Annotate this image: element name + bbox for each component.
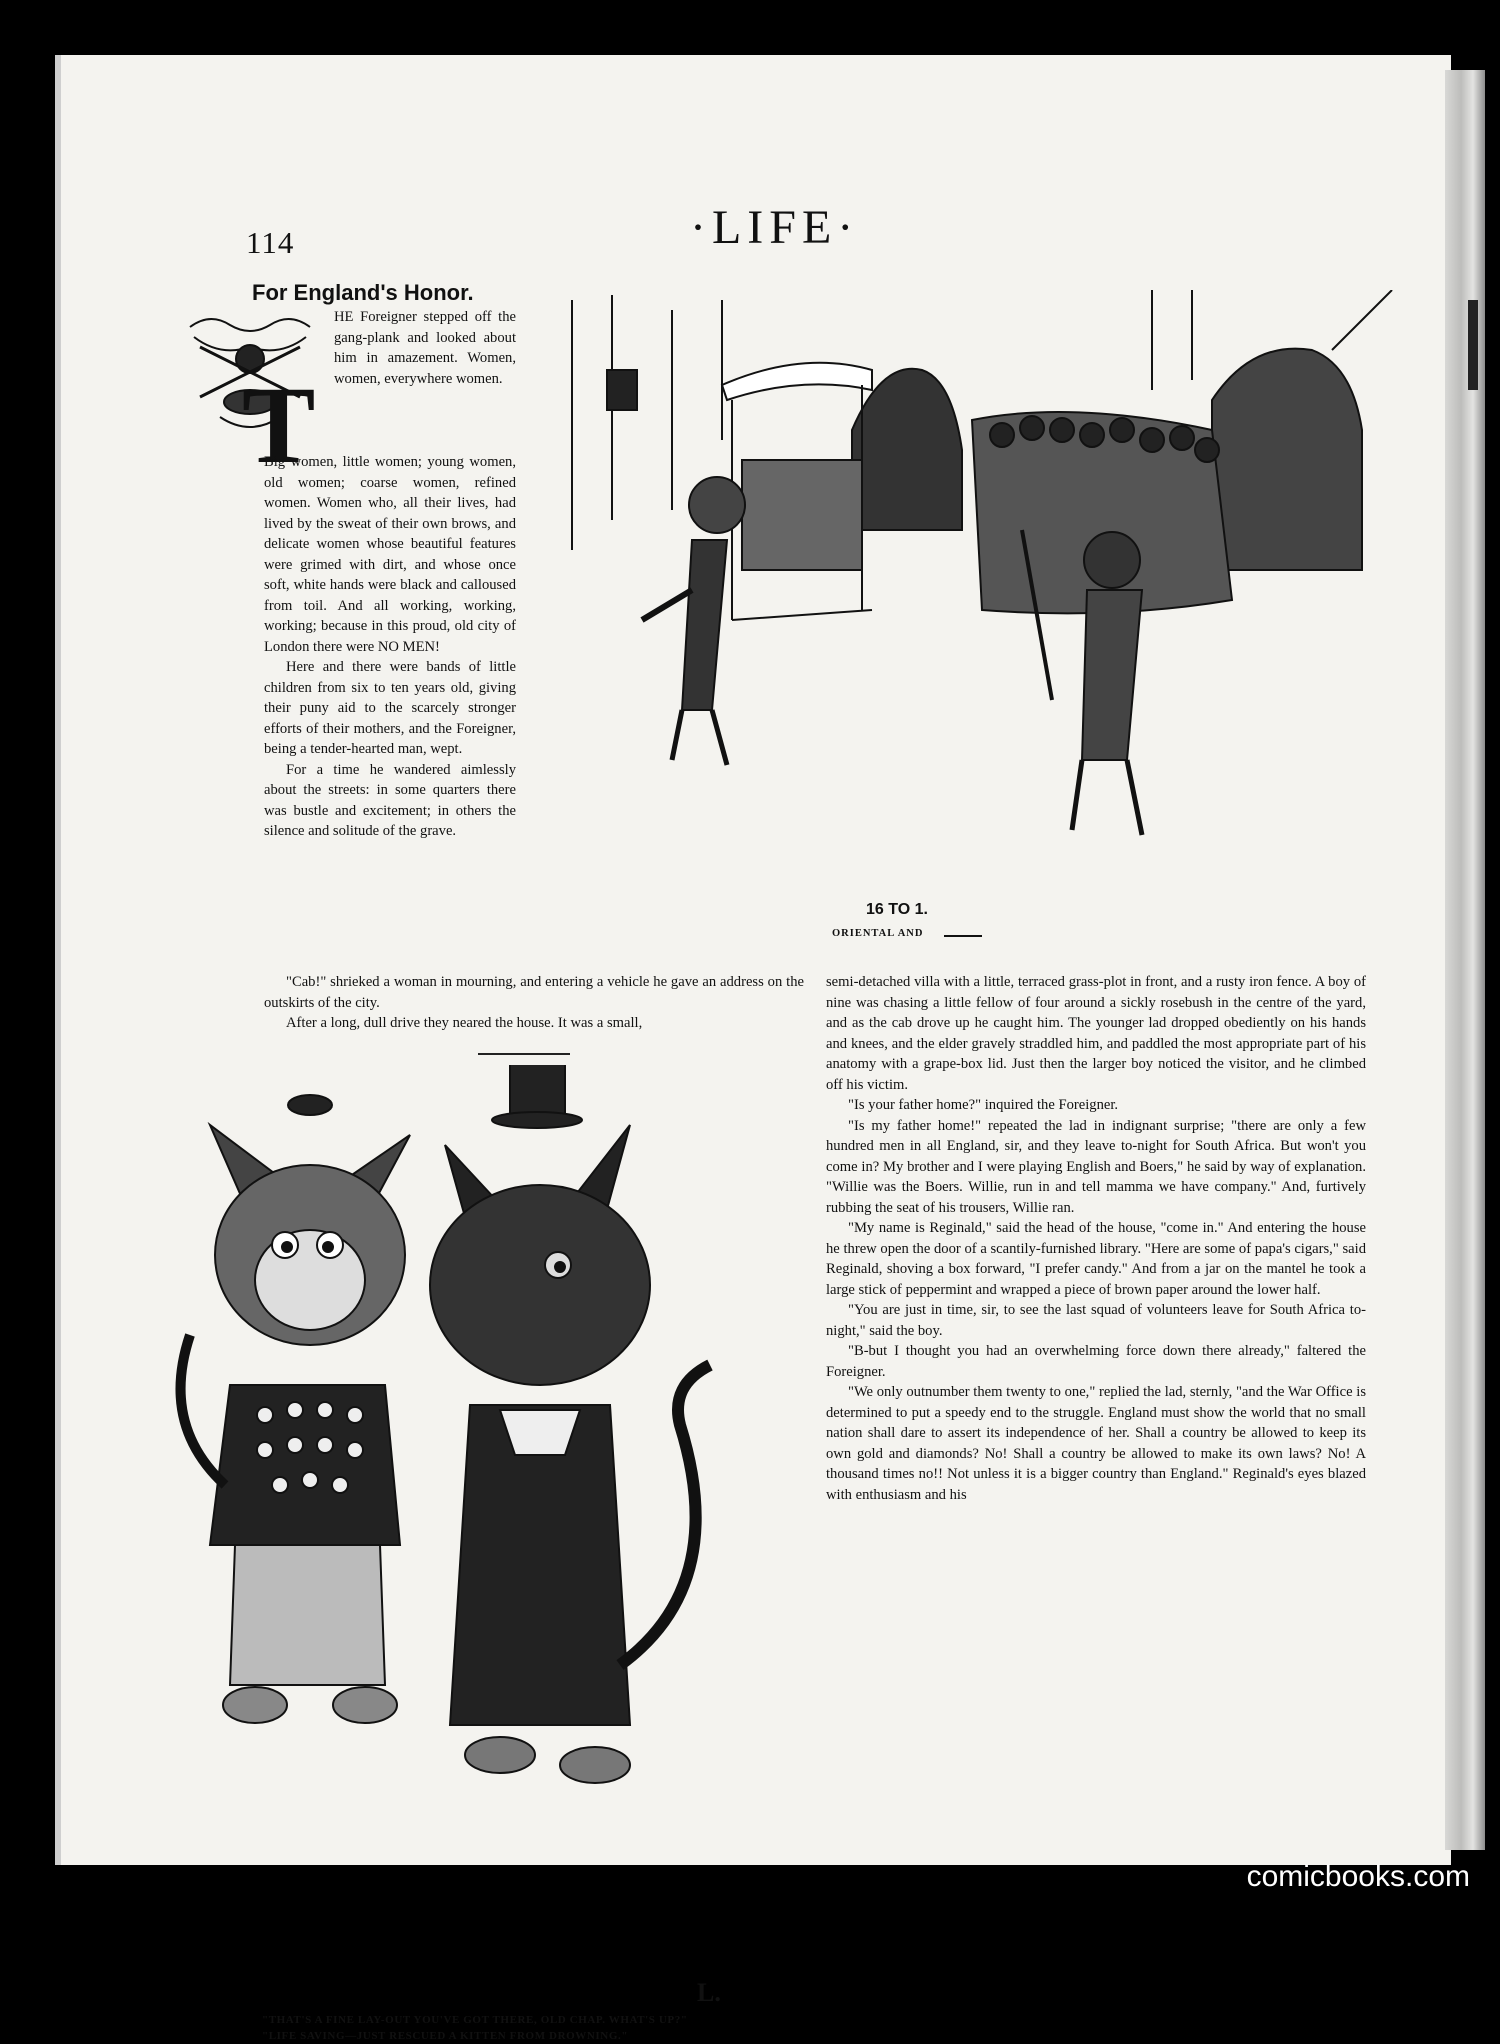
caption-dash [944,935,982,937]
paragraph: "B-but I thought you had an overwhelming force down there already," faltered the Foreigner. [826,1343,1366,1380]
paragraph: For a time he wandered aimlessly about the streets: in some quarters there was bustle and excitement; in others the silence and solitude of the grave. [264,761,516,839]
paragraph: semi-detached villa with a little, terraced grass-plot in front, and a rusty iron fence. A boy of nine was chasing a little fellow of four around a sickly rosebush in the centre of the yard, and as the cab drove up he caught him. The younger lad dropped obediently on his hands and knees, and the elder gravely straddled him, and paddled the most appropriate part of his anatomy with a grape-box lid. Just then the larger boy noticed the visitor, and he climbed off his victim. [826,974,1366,1093]
article-column-left [264,452,516,842]
article-column-right [826,972,1366,1505]
article-opening [334,307,516,389]
caption-line: "THAT'S A FINE LAY-OUT YOU'VE GOT THERE, OLD CHAP. WHAT'S UP?" [262,2014,688,2026]
illustration-sedan-chair [552,290,1398,895]
paragraph: "You are just in time, sir, to see the last squad of volunteers leave for South Africa to-night," said the boy. [826,1302,1366,1339]
site-watermark: comicbooks.com [1246,1860,1470,1893]
ornamental-dropcap [180,307,320,467]
next-page-edge-mark [1468,300,1478,390]
paragraph: "Is my father home!" repeated the lad in indignant surprise; "there are only a few hundred men in all England, sir, and they leave to-night for South Africa. But won't you come in? My brother and I were playing English and Boers," he said by way of explanation. "Willie was the Boers. Willie, run in and tell mamma we have company." And, furtively rubbing the seat of his trousers, Willie ran. [826,1117,1366,1216]
paragraph: "Is your father home?" inquired the Foreigner. [848,1097,1119,1113]
paragraph: Big women, little women; young women, old women; coarse women, refined women. Women who, all their lives, had lived by the sweat of their own brows, and delicate women whose beautiful features were grimed with dirt, and whose once soft, white hands were black and calloused from toil. And all working, working, working; because in this proud, old city of London there were NO MEN! [264,454,516,655]
paragraph: "My name is Reginald," said the head of the house, "come in." And entering the house he threw open the door of a scantily-furnished library. "Here are some of papa's cigars," said Reginald, shoving a box forward, "I prefer candy." And from a jar on the mantel he took a large stick of peppermint and wrapped a piece of brown paper around the lower half. [826,1220,1366,1298]
paragraph: "We only outnumber them twenty to one," replied the lad, sternly, "and the War Office is determined to put a speedy end to the struggle. England must show the world that no small nation shall dare to assert its independence of her. Shall a country be allowed to keep its own gold and diamonds? No! Shall a country be allowed to make its own laws? No! A thousand times no!! Not unless it is a bigger country than England." Reginald's eyes blazed with enthusiasm and his [826,1384,1366,1503]
paragraph: "Cab!" shrieked a woman in mourning, and entering a vehicle he gave an address on the outskirts of the city. [264,974,804,1011]
illustration-caption-subtitle: ORIENTAL AND [832,928,924,939]
page-number: 114 [246,225,295,260]
caption-line: "LIFE SAVING—JUST RESCUED A KITTEN FROM DROWNING." [262,2030,629,2042]
section-divider [478,1053,570,1055]
opening-paragraph: HE Foreigner stepped off the gang-plank and looked about him in amazement. Women, women, everywhere women. [334,309,516,387]
paragraph: After a long, dull drive they neared the house. It was a small, [286,1015,643,1031]
next-page-edge [1445,70,1485,1850]
article-column-middle [264,972,804,1034]
cartoon-caption [262,2012,802,2044]
illustration-two-cats [170,1065,810,2000]
masthead-title: ·LIFE· [690,201,860,254]
dropcap-letter: T [242,364,316,467]
paragraph: Here and there were bands of little children from six to ten years old, giving their puny aid to the scarcely stronger efforts of their mothers, and the Foreigner, being a tender-hearted man, wept. [264,659,516,757]
artist-signature: L. [697,1978,721,2007]
illustration-caption-title: 16 TO 1. [866,901,928,918]
article-title: For England's Honor. [252,280,474,305]
